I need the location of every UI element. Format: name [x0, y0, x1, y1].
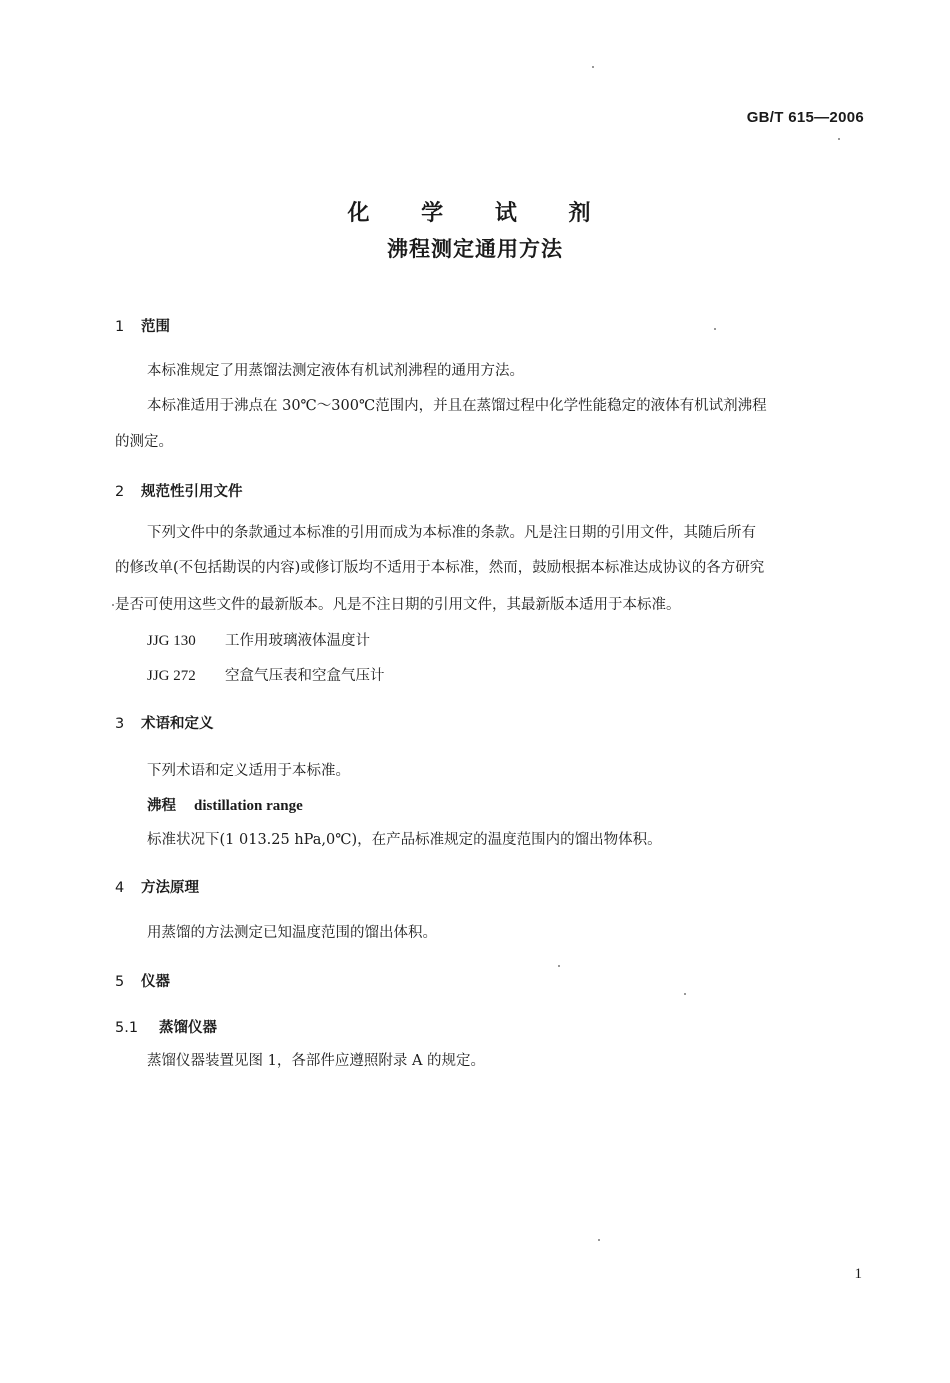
scan-speck — [598, 1239, 600, 1241]
reference-item — [147, 629, 370, 650]
scan-speck — [838, 138, 840, 140]
document-title-line2: 沸程测定通用方法 — [387, 237, 563, 261]
scan-speck — [558, 965, 560, 967]
section-1-paragraph-2-line-2: 的测定。 — [115, 434, 173, 450]
section-number: 4 — [115, 880, 125, 896]
section-4-heading — [115, 876, 199, 897]
section-2-heading — [115, 480, 243, 501]
scan-speck — [592, 66, 594, 68]
standard-code: GB/T 615—2006 — [746, 109, 864, 126]
term-definition: 标准状况下(1 013.25 hPa,0℃)，在产品标准规定的温度范围内的馏出物体积。 — [147, 832, 662, 848]
section-number: 1 — [115, 319, 125, 335]
section-1-heading — [115, 315, 170, 336]
page-number: 1 — [854, 1266, 862, 1282]
section-3-paragraph-1: 下列术语和定义适用于本标准。 — [147, 763, 350, 779]
section-2-paragraph-line-1: 下列文件中的条款通过本标准的引用而成为本标准的条款。凡是注日期的引用文件，其随后所有 — [147, 525, 756, 541]
section-2-paragraph-line-3: 是否可使用这些文件的最新版本。凡是不注日期的引用文件，其最新版本适用于本标准。 — [115, 597, 681, 613]
section-3-heading — [115, 712, 214, 733]
document-title-line1: 化 学 试 剂 — [347, 201, 613, 226]
section-5-1-paragraph-1: 蒸馏仪器装置见图 1，各部件应遵照附录 A 的规定。 — [147, 1053, 486, 1069]
section-title: 方法原理 — [141, 880, 199, 896]
term-chinese: 沸程 — [147, 798, 176, 814]
section-1-paragraph-2-line-1: 本标准适用于沸点在 30℃～300℃范围内，并且在蒸馏过程中化学性能稳定的液体有机试剂沸程 — [147, 398, 767, 414]
reference-item — [147, 664, 385, 685]
section-title: 仪器 — [141, 974, 170, 990]
scan-speck — [714, 328, 716, 330]
scan-speck — [684, 993, 686, 995]
section-number: 3 — [115, 716, 125, 732]
section-title: 蒸馏仪器 — [159, 1020, 217, 1036]
section-number: 5 — [115, 974, 125, 990]
reference-title: 空盒气压表和空盒气压计 — [225, 668, 385, 684]
section-title: 范围 — [141, 319, 170, 335]
term-english: distillation range — [194, 798, 303, 814]
scan-speck — [112, 604, 114, 606]
section-2-paragraph-line-2: 的修改单(不包括勘误的内容)或修订版均不适用于本标准，然而，鼓励根据本标准达成协议的各方研究 — [115, 560, 765, 576]
section-4-paragraph-1: 用蒸馏的方法测定已知温度范围的馏出体积。 — [147, 925, 437, 941]
section-title: 术语和定义 — [141, 716, 214, 732]
section-title: 规范性引用文件 — [141, 484, 243, 500]
section-number: 2 — [115, 484, 125, 500]
reference-code: JJG 272 — [147, 668, 196, 684]
term-entry — [147, 794, 303, 815]
section-5-heading — [115, 970, 170, 991]
reference-code: JJG 130 — [147, 633, 196, 649]
section-number: 5.1 — [115, 1020, 139, 1036]
section-5-1-heading — [115, 1016, 217, 1037]
reference-title: 工作用玻璃液体温度计 — [225, 633, 370, 649]
section-1-paragraph-1: 本标准规定了用蒸馏法测定液体有机试剂沸程的通用方法。 — [147, 363, 524, 379]
